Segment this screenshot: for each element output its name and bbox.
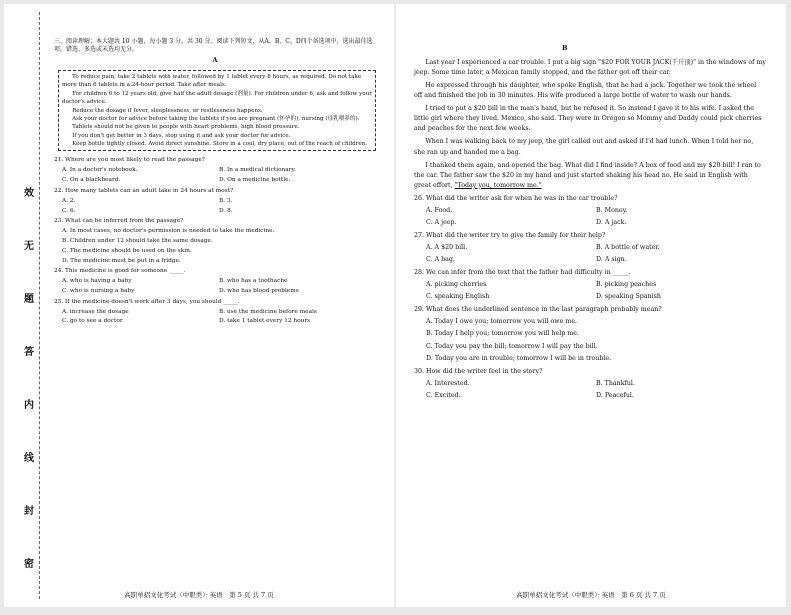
passage-b bbox=[414, 58, 766, 191]
seal-chars bbox=[24, 184, 34, 570]
passage-paragraph: If you don't get better in 3 days, stop using it and ask your doctor for advice. bbox=[72, 132, 291, 139]
option: A. 2. bbox=[62, 197, 76, 204]
seal-char: 封 bbox=[24, 506, 34, 517]
left-page bbox=[4, 4, 394, 607]
option: B. Children under 12 should take the same dosage. bbox=[62, 237, 213, 244]
passage-paragraph bbox=[414, 161, 766, 191]
seal-char: 密 bbox=[24, 559, 34, 570]
page-footer: 高职单招文化考试（中职类）· 英语 第 6 页 共 7 页 bbox=[516, 591, 666, 599]
passage-paragraph: For children 6 to 12 years old, give half the adult dosage (剂量). For children under 6, ask and follow your doctor's advice. bbox=[62, 90, 372, 106]
underlined-sentence: "Today you, tomorrow me." bbox=[454, 181, 542, 189]
question-21 bbox=[54, 157, 376, 184]
option: B. Money. bbox=[596, 206, 628, 214]
option: A. Today I owe you; tomorrow you will owe me. bbox=[426, 318, 578, 326]
passage-paragraph: To reduce pain, take 2 tablets with water, followed by 1 tablet every 8 hours, as required. Do not take more than 6 tablets in a 24-hour period. Take after meals. bbox=[62, 73, 362, 89]
passage-a-box bbox=[58, 70, 376, 152]
option: D. A sign. bbox=[596, 256, 627, 264]
seal-char: 线 bbox=[24, 453, 34, 464]
question-22 bbox=[54, 188, 376, 215]
passage-paragraph: Tablets should not be given to people with heart problems, high blood pressure. bbox=[72, 124, 300, 131]
option: A. In most cases, no doctor's permission is needed to take the medicine. bbox=[62, 228, 275, 235]
question-28 bbox=[414, 268, 766, 302]
option: B. picking peaches bbox=[596, 281, 657, 289]
option: A. increase the dosage bbox=[62, 308, 129, 315]
right-content bbox=[414, 44, 766, 401]
option: A. A $20 bill. bbox=[426, 244, 468, 251]
option: C. Excited. bbox=[426, 391, 461, 399]
seal-char: 题 bbox=[24, 294, 34, 305]
option: B. who has a toothache bbox=[219, 278, 288, 285]
option: D. who has blood problems bbox=[219, 288, 299, 295]
left-content bbox=[54, 38, 376, 326]
option: C. A jeep. bbox=[426, 218, 457, 226]
passage-paragraph: When I was walking back to my jeep, the girl called out and asked if I'd had lunch. When I told her no, she ran up and handed me a bag. bbox=[414, 138, 754, 156]
seal-char: 无 bbox=[24, 241, 34, 252]
option: B. In a medical dictionary. bbox=[219, 167, 296, 174]
option: A. In a doctor's notebook. bbox=[62, 167, 138, 174]
option: C. speaking English bbox=[426, 293, 490, 301]
passage-paragraph: Last year I experienced a car trouble. I put a big sign "$20 FOR YOUR JACK(千斤顶)" in the windows of my jeep. Some time later, a Mexican family stopped, and the father got off their car. bbox=[414, 59, 766, 77]
option: C. A bag. bbox=[426, 256, 455, 264]
option: D. speaking Spanish bbox=[596, 293, 661, 301]
passage-paragraph: Reduce the dosage if fever, sleeplessness, or restlessness happens. bbox=[72, 107, 263, 114]
option: D. Today you are in trouble; tomorrow I will be in trouble. bbox=[426, 354, 612, 362]
option: C. 6. bbox=[62, 207, 76, 214]
question-stem: 21. Where are you most likely to read the passage? bbox=[54, 157, 205, 164]
seal-line bbox=[39, 12, 40, 599]
right-page bbox=[396, 4, 786, 607]
question-27 bbox=[414, 231, 766, 265]
question-stem: 24. This medicine is good for someone _____. bbox=[54, 268, 186, 275]
question-30 bbox=[414, 367, 766, 401]
question-stem: 23. What can be inferred from the passage? bbox=[54, 218, 184, 225]
question-stem: 25. If the medicine doesn't work after 3 days, you should _____. bbox=[54, 298, 240, 305]
question-stem: 30. How did the writer feel in the story? bbox=[414, 367, 543, 375]
option: D. take 1 tablet every 12 hours bbox=[219, 318, 311, 325]
option: B. use the medicine before meals bbox=[219, 308, 317, 315]
option: B. Thankful. bbox=[596, 379, 635, 387]
question-stem: 22. How many tablets can an adult take in 24 hours at most? bbox=[54, 187, 234, 194]
seal-char: 内 bbox=[24, 400, 34, 411]
section-header: 三、阅读理解：本大题共 10 小题，每小题 3 分，共 30 分。阅读下列短文，从A、B、C、D四个备选项中，选出最佳选项。错选、多选或未选均无分。 bbox=[54, 38, 373, 54]
paragraph-text: I thanked them again, and opened the bag. What did I find inside? A box of food and my $20 bill! I ran to the car. The father saw the $20 in my hand and just started shaking his head no. He said in English with great effort, bbox=[414, 161, 761, 189]
option: D. On a medicine bottle. bbox=[219, 177, 291, 184]
option: C. go to see a doctor bbox=[62, 318, 123, 325]
passage-paragraph: Ask your doctor for advice before taking the tablets if you are pregnant (怀孕的), nursing (母乳喂养的). bbox=[72, 115, 360, 122]
option: A. Interested. bbox=[426, 379, 470, 387]
page-footer: 高职单招文化考试（中职类）· 英语 第 5 页 共 7 页 bbox=[124, 591, 274, 599]
option: C. Today you pay the bill; tomorrow I will pay the bill. bbox=[426, 342, 598, 350]
option: A. picking cherries bbox=[426, 281, 487, 289]
question-23 bbox=[54, 218, 376, 265]
option: A. who is having a baby bbox=[62, 278, 132, 285]
seal-char: 答 bbox=[24, 347, 34, 358]
question-stem: 28. We can infer from the text that the father had difficulty in _____. bbox=[414, 269, 631, 277]
option: B. Today I help you; tomorrow you will help me. bbox=[426, 330, 579, 338]
passage-a-title: A bbox=[212, 56, 218, 65]
passage-paragraph: I tried to put a $20 bill in the man's hand, but he refused it. So instead I gave it to his wife. I asked the little girl where they lived. Mexico, she said. They were in Oregon so Mommy and Daddy could pick cherries and peaches for the next few weeks. bbox=[414, 105, 762, 133]
question-26 bbox=[414, 194, 766, 228]
option: C. who is nursing a baby bbox=[62, 288, 135, 295]
question-24 bbox=[54, 268, 376, 295]
passage-b-title: B bbox=[562, 44, 568, 52]
option: A. Food. bbox=[426, 206, 453, 214]
option: B. A bottle of water. bbox=[596, 244, 660, 251]
option: C. On a blackboard. bbox=[62, 177, 121, 184]
passage-paragraph: He expressed through his daughter, who spoke English, that he had a jack. Together we took the wheel off and finished the job in 30 minutes. His wife produced a large bottle of water to wash our hands. bbox=[414, 82, 757, 100]
option: B. 3. bbox=[219, 197, 233, 204]
option: C. The medicine should be used on the skin. bbox=[62, 247, 192, 254]
option: D. The medicine must be put in a fridge. bbox=[62, 257, 181, 264]
question-25 bbox=[54, 299, 376, 326]
question-stem: 27. What did the writer try to give the family for their help? bbox=[414, 231, 606, 239]
question-29 bbox=[414, 305, 766, 363]
question-stem: 26. What did the writer ask for when he was in the car trouble? bbox=[414, 194, 618, 202]
question-stem: 29. What does the underlined sentence in the last paragraph probably mean? bbox=[414, 306, 662, 314]
passage-paragraph: Keep bottle tightly closed. Avoid direct sunshine. Store in a cool, dry place, out of the reach of children. bbox=[72, 141, 368, 148]
option: D. 8. bbox=[219, 207, 233, 214]
seal-char: 效 bbox=[24, 188, 34, 199]
option: D. Peaceful. bbox=[596, 391, 634, 399]
option: D. A jack. bbox=[596, 218, 627, 226]
